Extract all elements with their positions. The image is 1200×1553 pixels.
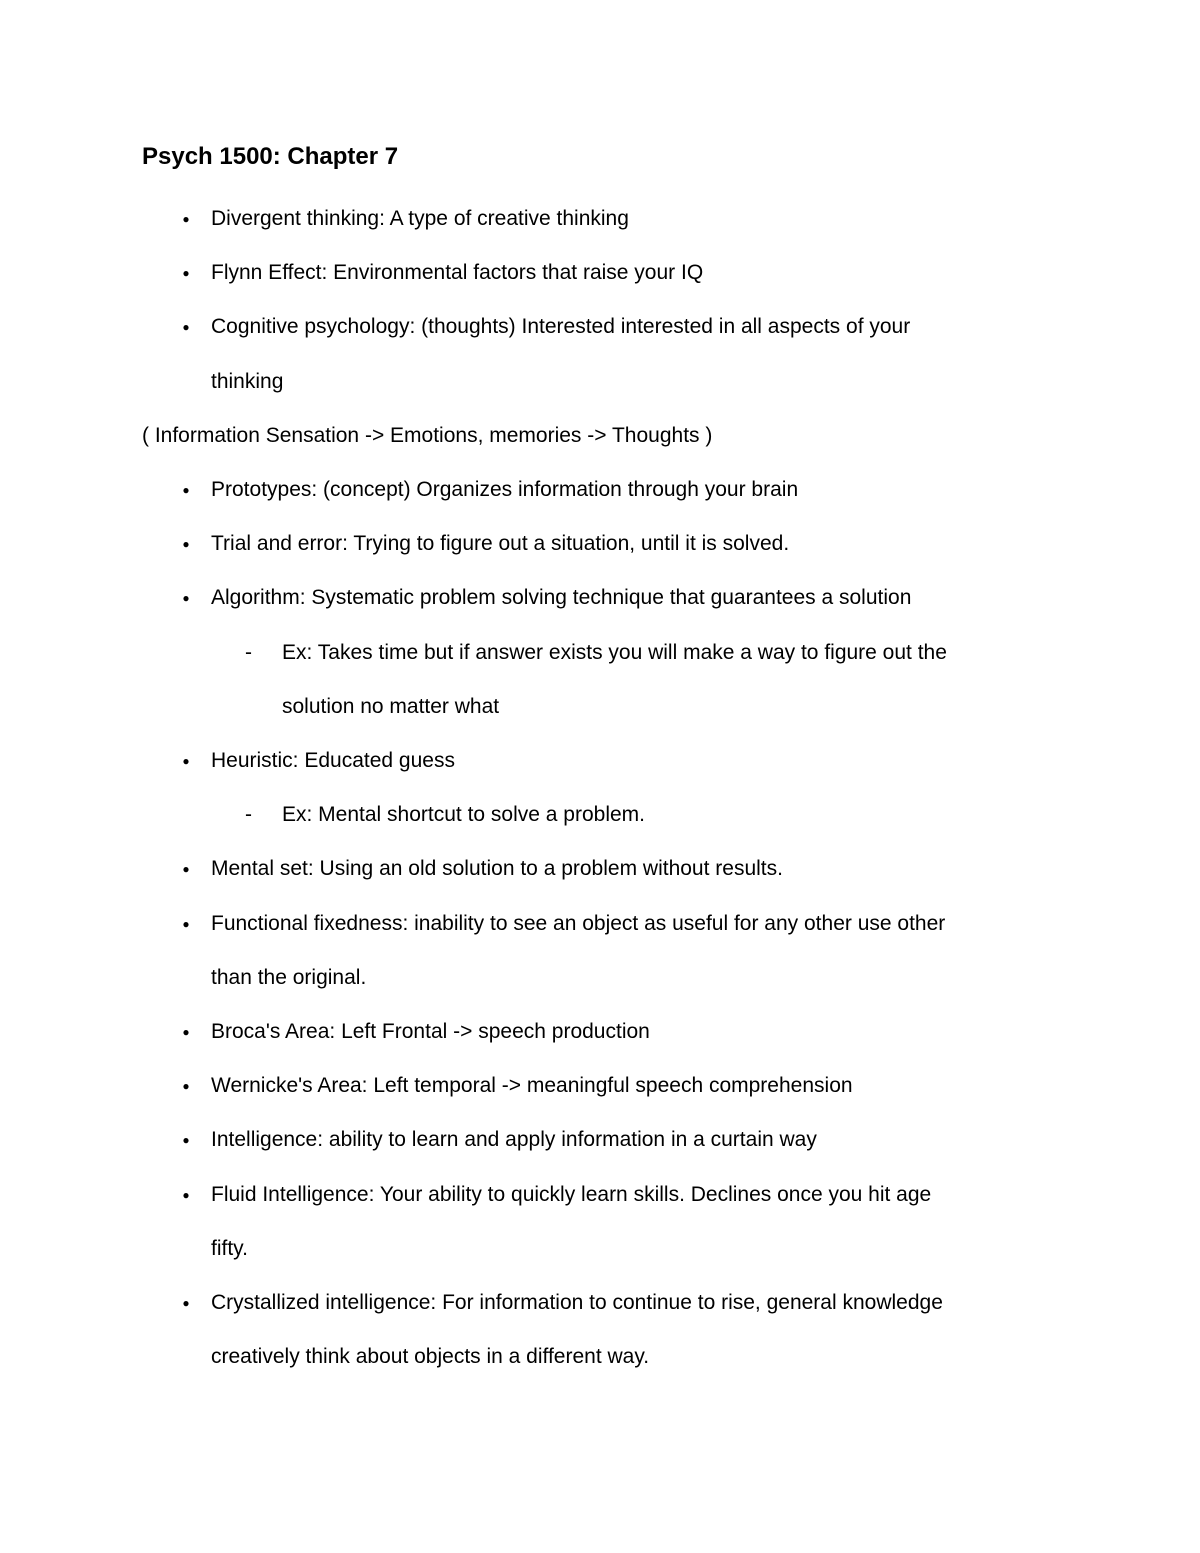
list-item-text: Flynn Effect: Environmental factors that raise your IQ	[211, 261, 704, 285]
list-item-text: fifty.	[211, 1236, 248, 1260]
bullet-icon: ●	[182, 212, 190, 226]
list-item	[142, 192, 1062, 246]
bullet-icon: ●	[182, 1187, 190, 1202]
list-item	[142, 734, 1062, 788]
bullet-icon: ●	[182, 591, 190, 606]
list-item-text: Trial and error: Trying to figure out a situation, until it is solved.	[211, 532, 790, 556]
list-item-text: Intelligence: ability to learn and apply information in a curtain way	[211, 1128, 817, 1152]
list-item-text: Crystallized intelligence: For information to continue to rise, general knowledge	[211, 1291, 943, 1315]
plain-paragraph	[142, 409, 1062, 463]
bullet-icon: ●	[182, 754, 190, 769]
bullet-icon: ●	[182, 1025, 190, 1040]
bullet-icon: ●	[182, 266, 190, 281]
list-item-text: Functional fixedness: inability to see an object as useful for any other use other	[211, 911, 946, 935]
list-item-continuation	[142, 1330, 1062, 1384]
bullet-icon: ●	[182, 320, 190, 335]
list-item-text: Divergent thinking: A type of creative thinking	[211, 207, 629, 230]
page-title: Psych 1500: Chapter 7	[142, 143, 399, 170]
sub-list-item-continuation	[142, 680, 1062, 734]
bullet-icon: ●	[182, 1133, 190, 1148]
list-item-text: Heuristic: Educated guess	[211, 749, 455, 773]
list-item-text: Fluid Intelligence: Your ability to quickly learn skills. Declines once you hit age	[211, 1182, 932, 1206]
list-item	[142, 246, 1062, 300]
list-item	[142, 1113, 1062, 1167]
sub-list-item-text: solution no matter what	[282, 694, 500, 718]
list-item-text: Wernicke's Area: Left temporal -> meaningful speech comprehension	[211, 1074, 853, 1098]
list-item-text: creatively think about objects in a different way.	[211, 1345, 650, 1369]
bullet-icon: ●	[182, 1079, 190, 1094]
list-item	[142, 1005, 1062, 1059]
list-item	[142, 571, 1062, 625]
list-item-text: Mental set: Using an old solution to a problem without results.	[211, 857, 783, 881]
list-item-text: than the original.	[211, 965, 367, 989]
list-item	[142, 1276, 1062, 1330]
list-item	[142, 897, 1062, 951]
list-item-continuation	[142, 1222, 1062, 1276]
notes-list	[142, 192, 1062, 1384]
dash-icon: -	[245, 803, 252, 827]
list-item-continuation	[142, 355, 1062, 409]
list-item-continuation	[142, 951, 1062, 1005]
sub-list-item-text: Ex: Mental shortcut to solve a problem.	[282, 803, 645, 827]
sub-list-item-text: Ex: Takes time but if answer exists you will make a way to figure out the	[282, 640, 947, 664]
list-item	[142, 463, 1062, 517]
list-item-text: Cognitive psychology: (thoughts) Interested interested in all aspects of your	[211, 315, 911, 339]
sub-list-item	[142, 626, 1062, 680]
list-item	[142, 1059, 1062, 1113]
bullet-icon: ●	[182, 483, 190, 498]
list-item-text: Prototypes: (concept) Organizes information through your brain	[211, 478, 799, 502]
bullet-icon: ●	[182, 916, 190, 931]
bullet-icon: ●	[182, 537, 190, 552]
dash-icon: -	[245, 640, 252, 664]
list-item	[142, 1168, 1062, 1222]
paragraph-text: ( Information Sensation -> Emotions, memories -> Thoughts )	[142, 423, 713, 447]
bullet-icon: ●	[182, 1296, 190, 1311]
list-item	[142, 842, 1062, 896]
list-item-text: Broca's Area: Left Frontal -> speech production	[211, 1020, 650, 1044]
list-item-text: thinking	[211, 369, 284, 393]
list-item-text: Algorithm: Systematic problem solving technique that guarantees a solution	[211, 586, 912, 610]
sub-list-item	[142, 788, 1062, 842]
bullet-icon: ●	[182, 862, 190, 877]
list-item	[142, 300, 1062, 354]
list-item	[142, 517, 1062, 571]
